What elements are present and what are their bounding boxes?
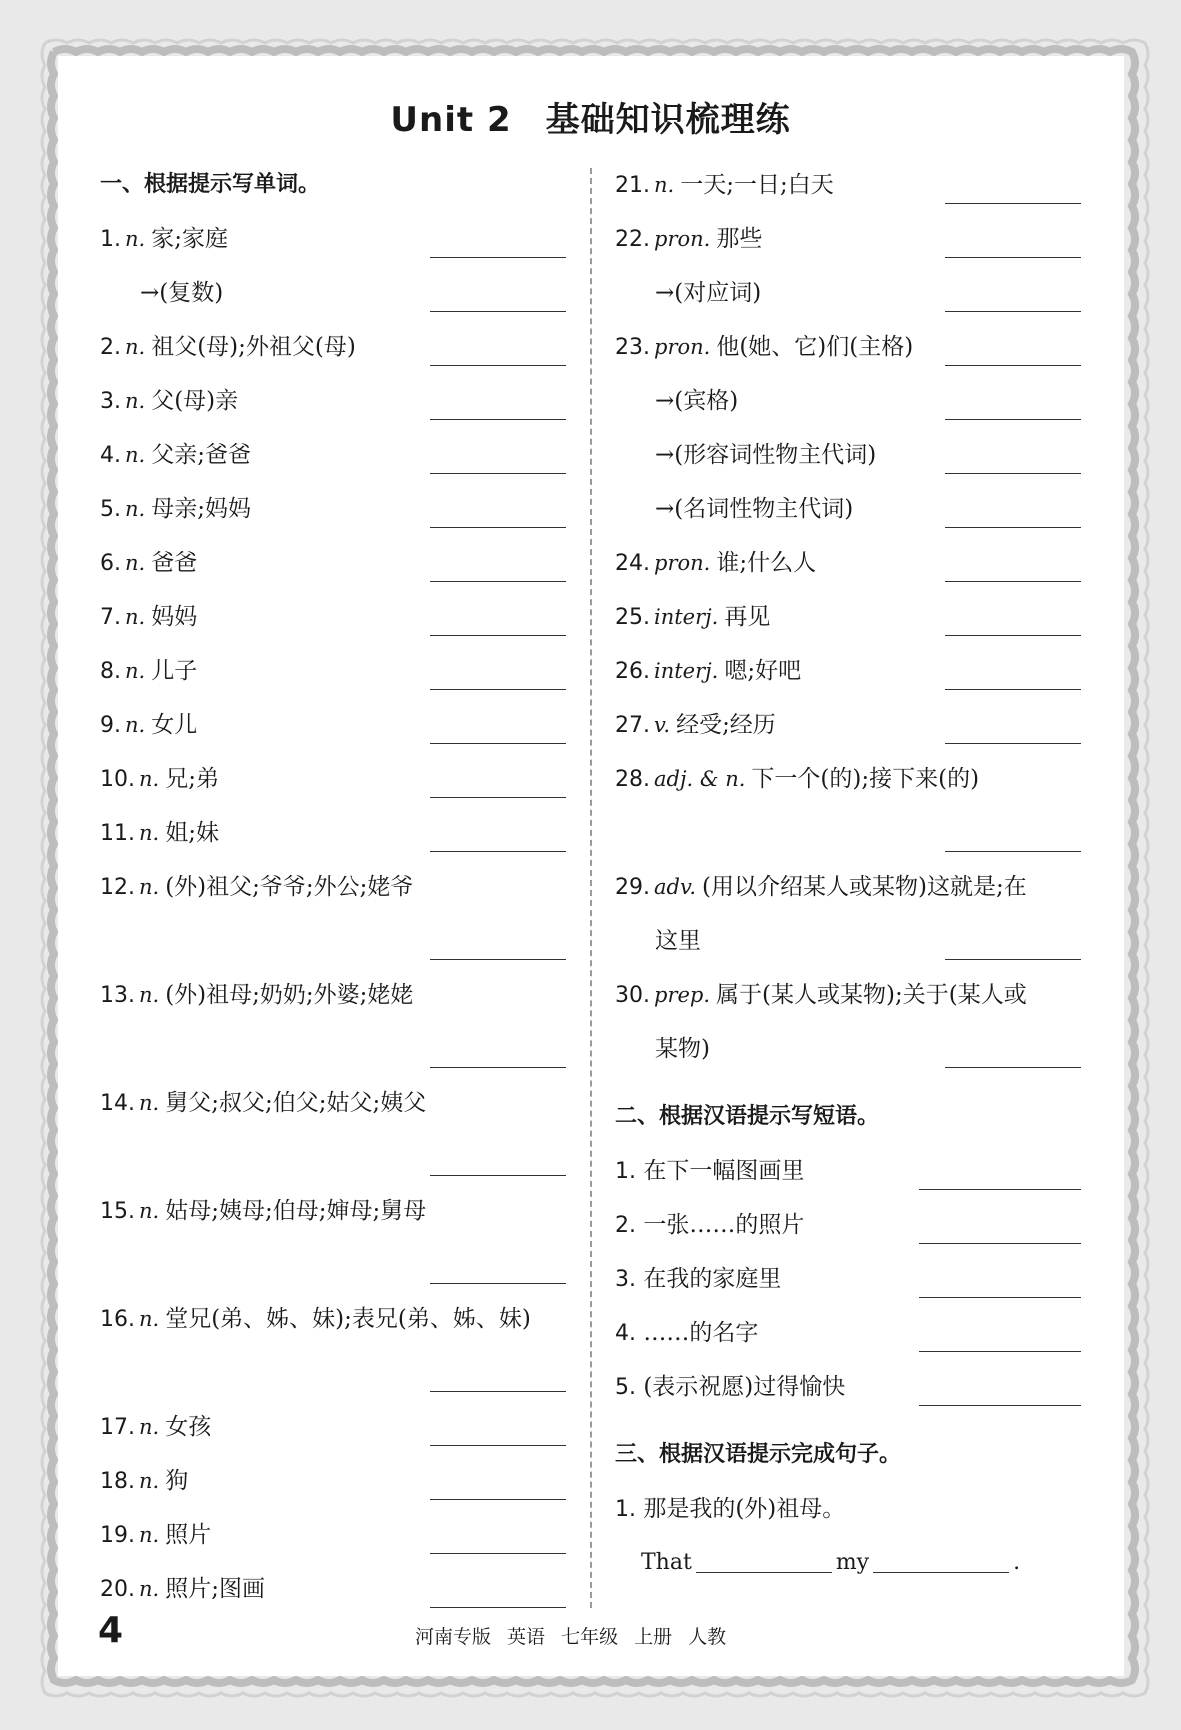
item-hint: 父亲;爸爸 bbox=[151, 442, 251, 468]
item-hint: 嗯;好吧 bbox=[724, 658, 802, 684]
item-number: 4. bbox=[615, 1321, 636, 1346]
word-item bbox=[615, 698, 1081, 752]
part-of-speech: adj. & n. bbox=[654, 767, 746, 791]
item-hint: 照片;图画 bbox=[165, 1576, 265, 1602]
item-number: 29. bbox=[615, 875, 650, 900]
unit-label: Unit 2 bbox=[390, 100, 512, 140]
word-item bbox=[100, 374, 566, 428]
item-number: 19. bbox=[100, 1523, 135, 1548]
phrase-item bbox=[615, 1198, 1081, 1252]
part-of-speech: n. bbox=[139, 767, 160, 791]
answer-blank[interactable] bbox=[945, 581, 1081, 582]
item-sub-hint: 某物) bbox=[655, 1036, 710, 1062]
item-number: 16. bbox=[100, 1307, 135, 1332]
item-number: 24. bbox=[615, 551, 650, 576]
item-number: 20. bbox=[100, 1577, 135, 1602]
item-hint: (表示祝愿)过得愉快 bbox=[643, 1374, 846, 1400]
answer-blank[interactable] bbox=[430, 689, 566, 690]
word-item bbox=[100, 1508, 566, 1562]
item-hint: 在下一幅图画里 bbox=[643, 1158, 805, 1184]
phrase-item bbox=[615, 1306, 1081, 1360]
part-of-speech: n. bbox=[139, 983, 160, 1007]
word-item bbox=[615, 752, 1081, 806]
word-item bbox=[100, 428, 566, 482]
item-hint: 再见 bbox=[724, 604, 771, 630]
item-hint: 姐;妹 bbox=[165, 820, 219, 846]
part-of-speech: n. bbox=[139, 1307, 160, 1331]
item-number: 13. bbox=[100, 983, 135, 1008]
item-number: 23. bbox=[615, 335, 650, 360]
word-item bbox=[100, 536, 566, 590]
item-hint: 家;家庭 bbox=[151, 226, 228, 252]
answer-blank[interactable] bbox=[430, 1283, 566, 1284]
word-item bbox=[615, 590, 1081, 644]
word-item bbox=[100, 1184, 566, 1238]
item-sub-hint: →(宾格) bbox=[655, 388, 739, 414]
item-number: 1. bbox=[100, 227, 121, 252]
word-item bbox=[100, 482, 566, 536]
word-item bbox=[615, 644, 1081, 698]
answer-blank[interactable] bbox=[430, 419, 566, 420]
word-item bbox=[100, 212, 566, 266]
part-of-speech: n. bbox=[125, 605, 146, 629]
item-hint: 母亲;妈妈 bbox=[151, 496, 251, 522]
part-of-speech: n. bbox=[125, 659, 146, 683]
answer-blank[interactable] bbox=[945, 527, 1081, 528]
item-hint: 那是我的(外)祖母。 bbox=[643, 1496, 846, 1522]
item-hint: 儿子 bbox=[151, 658, 198, 684]
answer-blank[interactable] bbox=[430, 581, 566, 582]
item-number: 11. bbox=[100, 821, 135, 846]
item-hint: 在我的家庭里 bbox=[643, 1266, 782, 1292]
book-info: 河南专版 英语 七年级 上册 人教 bbox=[415, 1626, 727, 1648]
item-sub-hint: →(形容词性物主代词) bbox=[655, 442, 877, 468]
page-number: 4 bbox=[98, 1610, 124, 1651]
word-item bbox=[615, 914, 1081, 968]
answer-blank[interactable] bbox=[430, 527, 566, 528]
unit-topic: 基础知识梳理练 bbox=[545, 100, 791, 140]
item-hint: 爸爸 bbox=[151, 550, 198, 576]
item-number: 17. bbox=[100, 1415, 135, 1440]
item-number: 30. bbox=[615, 983, 650, 1008]
answer-blank[interactable] bbox=[945, 743, 1081, 744]
sentence-word: my bbox=[835, 1550, 870, 1575]
item-hint: 狗 bbox=[165, 1468, 189, 1494]
item-number: 14. bbox=[100, 1091, 135, 1116]
answer-blank[interactable] bbox=[919, 1243, 1081, 1244]
item-number: 9. bbox=[100, 713, 121, 738]
item-sub-hint: 这里 bbox=[655, 928, 701, 954]
spacer bbox=[615, 1076, 1081, 1090]
item-number: 21. bbox=[615, 173, 650, 198]
part-of-speech: n. bbox=[125, 389, 146, 413]
part-of-speech: n. bbox=[125, 443, 146, 467]
item-hint: 女儿 bbox=[151, 712, 198, 738]
answer-blank[interactable] bbox=[430, 365, 566, 366]
word-item bbox=[100, 590, 566, 644]
item-hint: 堂兄(弟、姊、妹);表兄(弟、姊、妹) bbox=[165, 1306, 531, 1332]
answer-blank[interactable] bbox=[945, 689, 1081, 690]
word-item bbox=[100, 752, 566, 806]
part-of-speech: interj. bbox=[654, 605, 719, 629]
item-number: 7. bbox=[100, 605, 121, 630]
word-item bbox=[100, 266, 566, 320]
item-number: 5. bbox=[615, 1375, 636, 1400]
item-hint: 他(她、它)们(主格) bbox=[716, 334, 914, 360]
answer-blank[interactable] bbox=[919, 1297, 1081, 1298]
item-number: 15. bbox=[100, 1199, 135, 1224]
part-of-speech: n. bbox=[125, 227, 146, 251]
answer-blank[interactable] bbox=[945, 851, 1081, 852]
answer-blank[interactable] bbox=[430, 1445, 566, 1446]
word-item bbox=[100, 1346, 566, 1400]
item-hint: 经受;经历 bbox=[676, 712, 776, 738]
word-item bbox=[615, 968, 1081, 1022]
item-number: 28. bbox=[615, 767, 650, 792]
word-item bbox=[615, 320, 1081, 374]
answer-blank[interactable] bbox=[945, 473, 1081, 474]
word-item bbox=[615, 860, 1081, 914]
word-item bbox=[100, 1562, 566, 1616]
phrase-item bbox=[615, 1144, 1081, 1198]
item-hint: 谁;什么人 bbox=[716, 550, 817, 576]
item-hint: 那些 bbox=[716, 226, 763, 252]
item-hint: 女孩 bbox=[165, 1414, 212, 1440]
answer-blank[interactable] bbox=[430, 257, 566, 258]
item-number: 25. bbox=[615, 605, 650, 630]
item-number: 22. bbox=[615, 227, 650, 252]
answer-blank[interactable] bbox=[430, 311, 566, 312]
item-number: 27. bbox=[615, 713, 650, 738]
part-of-speech: interj. bbox=[654, 659, 719, 683]
item-number: 1. bbox=[615, 1159, 636, 1184]
part-of-speech: n. bbox=[139, 1199, 160, 1223]
page-title bbox=[0, 92, 1181, 141]
answer-blank[interactable] bbox=[945, 1067, 1081, 1068]
word-item bbox=[615, 158, 1081, 212]
part-of-speech: v. bbox=[654, 713, 671, 737]
part-of-speech: n. bbox=[125, 497, 146, 521]
answer-blank[interactable] bbox=[430, 635, 566, 636]
item-hint: (外)祖父;爷爷;外公;姥爷 bbox=[165, 874, 414, 900]
answer-blank[interactable] bbox=[945, 365, 1081, 366]
item-number: 2. bbox=[615, 1213, 636, 1238]
item-number: 10. bbox=[100, 767, 135, 792]
word-item bbox=[100, 698, 566, 752]
word-item bbox=[615, 374, 1081, 428]
answer-blank[interactable] bbox=[696, 1552, 832, 1573]
section2-heading: 二、根据汉语提示写短语。 bbox=[615, 1104, 880, 1129]
word-item bbox=[100, 1022, 566, 1076]
item-sub-hint: →(对应词) bbox=[655, 280, 762, 306]
item-number: 3. bbox=[100, 389, 121, 414]
word-item bbox=[100, 860, 566, 914]
part-of-speech: n. bbox=[139, 1415, 160, 1439]
item-number: 1. bbox=[615, 1497, 636, 1522]
item-hint: 一天;一日;白天 bbox=[680, 172, 834, 198]
answer-blank[interactable] bbox=[919, 1189, 1081, 1190]
word-item bbox=[100, 644, 566, 698]
word-item bbox=[615, 806, 1081, 860]
item-hint: 下一个(的);接下来(的) bbox=[751, 766, 980, 792]
answer-blank[interactable] bbox=[430, 1553, 566, 1554]
spacer bbox=[615, 1414, 1081, 1428]
part-of-speech: n. bbox=[139, 875, 160, 899]
answer-blank[interactable] bbox=[430, 1067, 566, 1068]
word-item bbox=[615, 428, 1081, 482]
left-column bbox=[100, 158, 566, 1616]
phrase-item bbox=[615, 1360, 1081, 1414]
phrase-item bbox=[615, 1252, 1081, 1306]
answer-blank[interactable] bbox=[430, 1499, 566, 1500]
item-sub-hint: →(名词性物主代词) bbox=[655, 496, 854, 522]
part-of-speech: pron. bbox=[654, 551, 711, 575]
answer-blank[interactable] bbox=[430, 959, 566, 960]
answer-blank[interactable] bbox=[430, 743, 566, 744]
answer-blank[interactable] bbox=[430, 1175, 566, 1176]
item-hint: 父(母)亲 bbox=[151, 388, 239, 414]
item-number: 12. bbox=[100, 875, 135, 900]
item-number: 8. bbox=[100, 659, 121, 684]
part-of-speech: n. bbox=[139, 1091, 160, 1115]
sentence-word: That bbox=[641, 1550, 692, 1575]
sentence-item bbox=[615, 1482, 1081, 1536]
item-sub-hint: →(复数) bbox=[140, 280, 224, 306]
part-of-speech: adv. bbox=[654, 875, 697, 899]
part-of-speech: n. bbox=[139, 821, 160, 845]
word-item bbox=[100, 1454, 566, 1508]
word-item bbox=[100, 1076, 566, 1130]
item-number: 18. bbox=[100, 1469, 135, 1494]
answer-blank[interactable] bbox=[430, 1607, 566, 1608]
word-item bbox=[615, 212, 1081, 266]
word-item bbox=[100, 1238, 566, 1292]
item-hint: 妈妈 bbox=[151, 604, 198, 630]
item-number: 26. bbox=[615, 659, 650, 684]
word-item bbox=[615, 1022, 1081, 1076]
part-of-speech: n. bbox=[139, 1523, 160, 1547]
answer-blank[interactable] bbox=[945, 311, 1081, 312]
word-item bbox=[615, 266, 1081, 320]
part-of-speech: n. bbox=[654, 173, 675, 197]
right-column bbox=[615, 158, 1081, 1590]
item-number: 5. bbox=[100, 497, 121, 522]
word-item bbox=[100, 1130, 566, 1184]
word-item bbox=[100, 806, 566, 860]
item-hint: ……的名字 bbox=[643, 1320, 759, 1346]
answer-blank[interactable] bbox=[919, 1351, 1081, 1352]
answer-blank[interactable] bbox=[430, 473, 566, 474]
part-of-speech: pron. bbox=[654, 335, 711, 359]
answer-blank[interactable] bbox=[430, 797, 566, 798]
part-of-speech: pron. bbox=[654, 227, 711, 251]
part-of-speech: n. bbox=[125, 335, 146, 359]
item-hint: 一张……的照片 bbox=[643, 1212, 805, 1238]
word-item bbox=[100, 1400, 566, 1454]
part-of-speech: prep. bbox=[654, 983, 711, 1007]
answer-blank[interactable] bbox=[430, 1391, 566, 1392]
word-item bbox=[100, 968, 566, 1022]
column-divider bbox=[590, 168, 592, 1608]
item-hint: 舅父;叔父;伯父;姑父;姨父 bbox=[165, 1090, 427, 1116]
item-hint: 祖父(母);外祖父(母) bbox=[151, 334, 356, 360]
answer-blank[interactable] bbox=[945, 257, 1081, 258]
section3-heading: 三、根据汉语提示完成句子。 bbox=[615, 1442, 902, 1467]
answer-blank[interactable] bbox=[919, 1405, 1081, 1406]
answer-blank[interactable] bbox=[945, 635, 1081, 636]
answer-blank[interactable] bbox=[945, 959, 1081, 960]
word-item bbox=[615, 482, 1081, 536]
word-item bbox=[100, 914, 566, 968]
word-item bbox=[100, 320, 566, 374]
item-number: 4. bbox=[100, 443, 121, 468]
item-number: 6. bbox=[100, 551, 121, 576]
section1-heading: 一、根据提示写单词。 bbox=[100, 172, 321, 197]
part-of-speech: n. bbox=[139, 1577, 160, 1601]
item-number: 2. bbox=[100, 335, 121, 360]
word-item bbox=[615, 536, 1081, 590]
item-hint: (用以介绍某人或某物)这就是;在 bbox=[702, 874, 1027, 900]
part-of-speech: n. bbox=[125, 713, 146, 737]
word-item bbox=[100, 1292, 566, 1346]
part-of-speech: n. bbox=[125, 551, 146, 575]
item-hint: 姑母;姨母;伯母;婶母;舅母 bbox=[165, 1198, 427, 1224]
item-hint: 属于(某人或某物);关于(某人或 bbox=[716, 982, 1027, 1008]
item-number: 3. bbox=[615, 1267, 636, 1292]
answer-blank[interactable] bbox=[945, 203, 1081, 204]
item-hint: 照片 bbox=[165, 1522, 212, 1548]
part-of-speech: n. bbox=[139, 1469, 160, 1493]
answer-blank[interactable] bbox=[945, 419, 1081, 420]
item-hint: 兄;弟 bbox=[165, 766, 219, 792]
sentence-word: . bbox=[1013, 1550, 1021, 1575]
answer-blank[interactable] bbox=[430, 851, 566, 852]
sentence-frame bbox=[615, 1536, 1081, 1590]
item-hint: (外)祖母;奶奶;外婆;姥姥 bbox=[165, 982, 414, 1008]
answer-blank[interactable] bbox=[873, 1552, 1009, 1573]
